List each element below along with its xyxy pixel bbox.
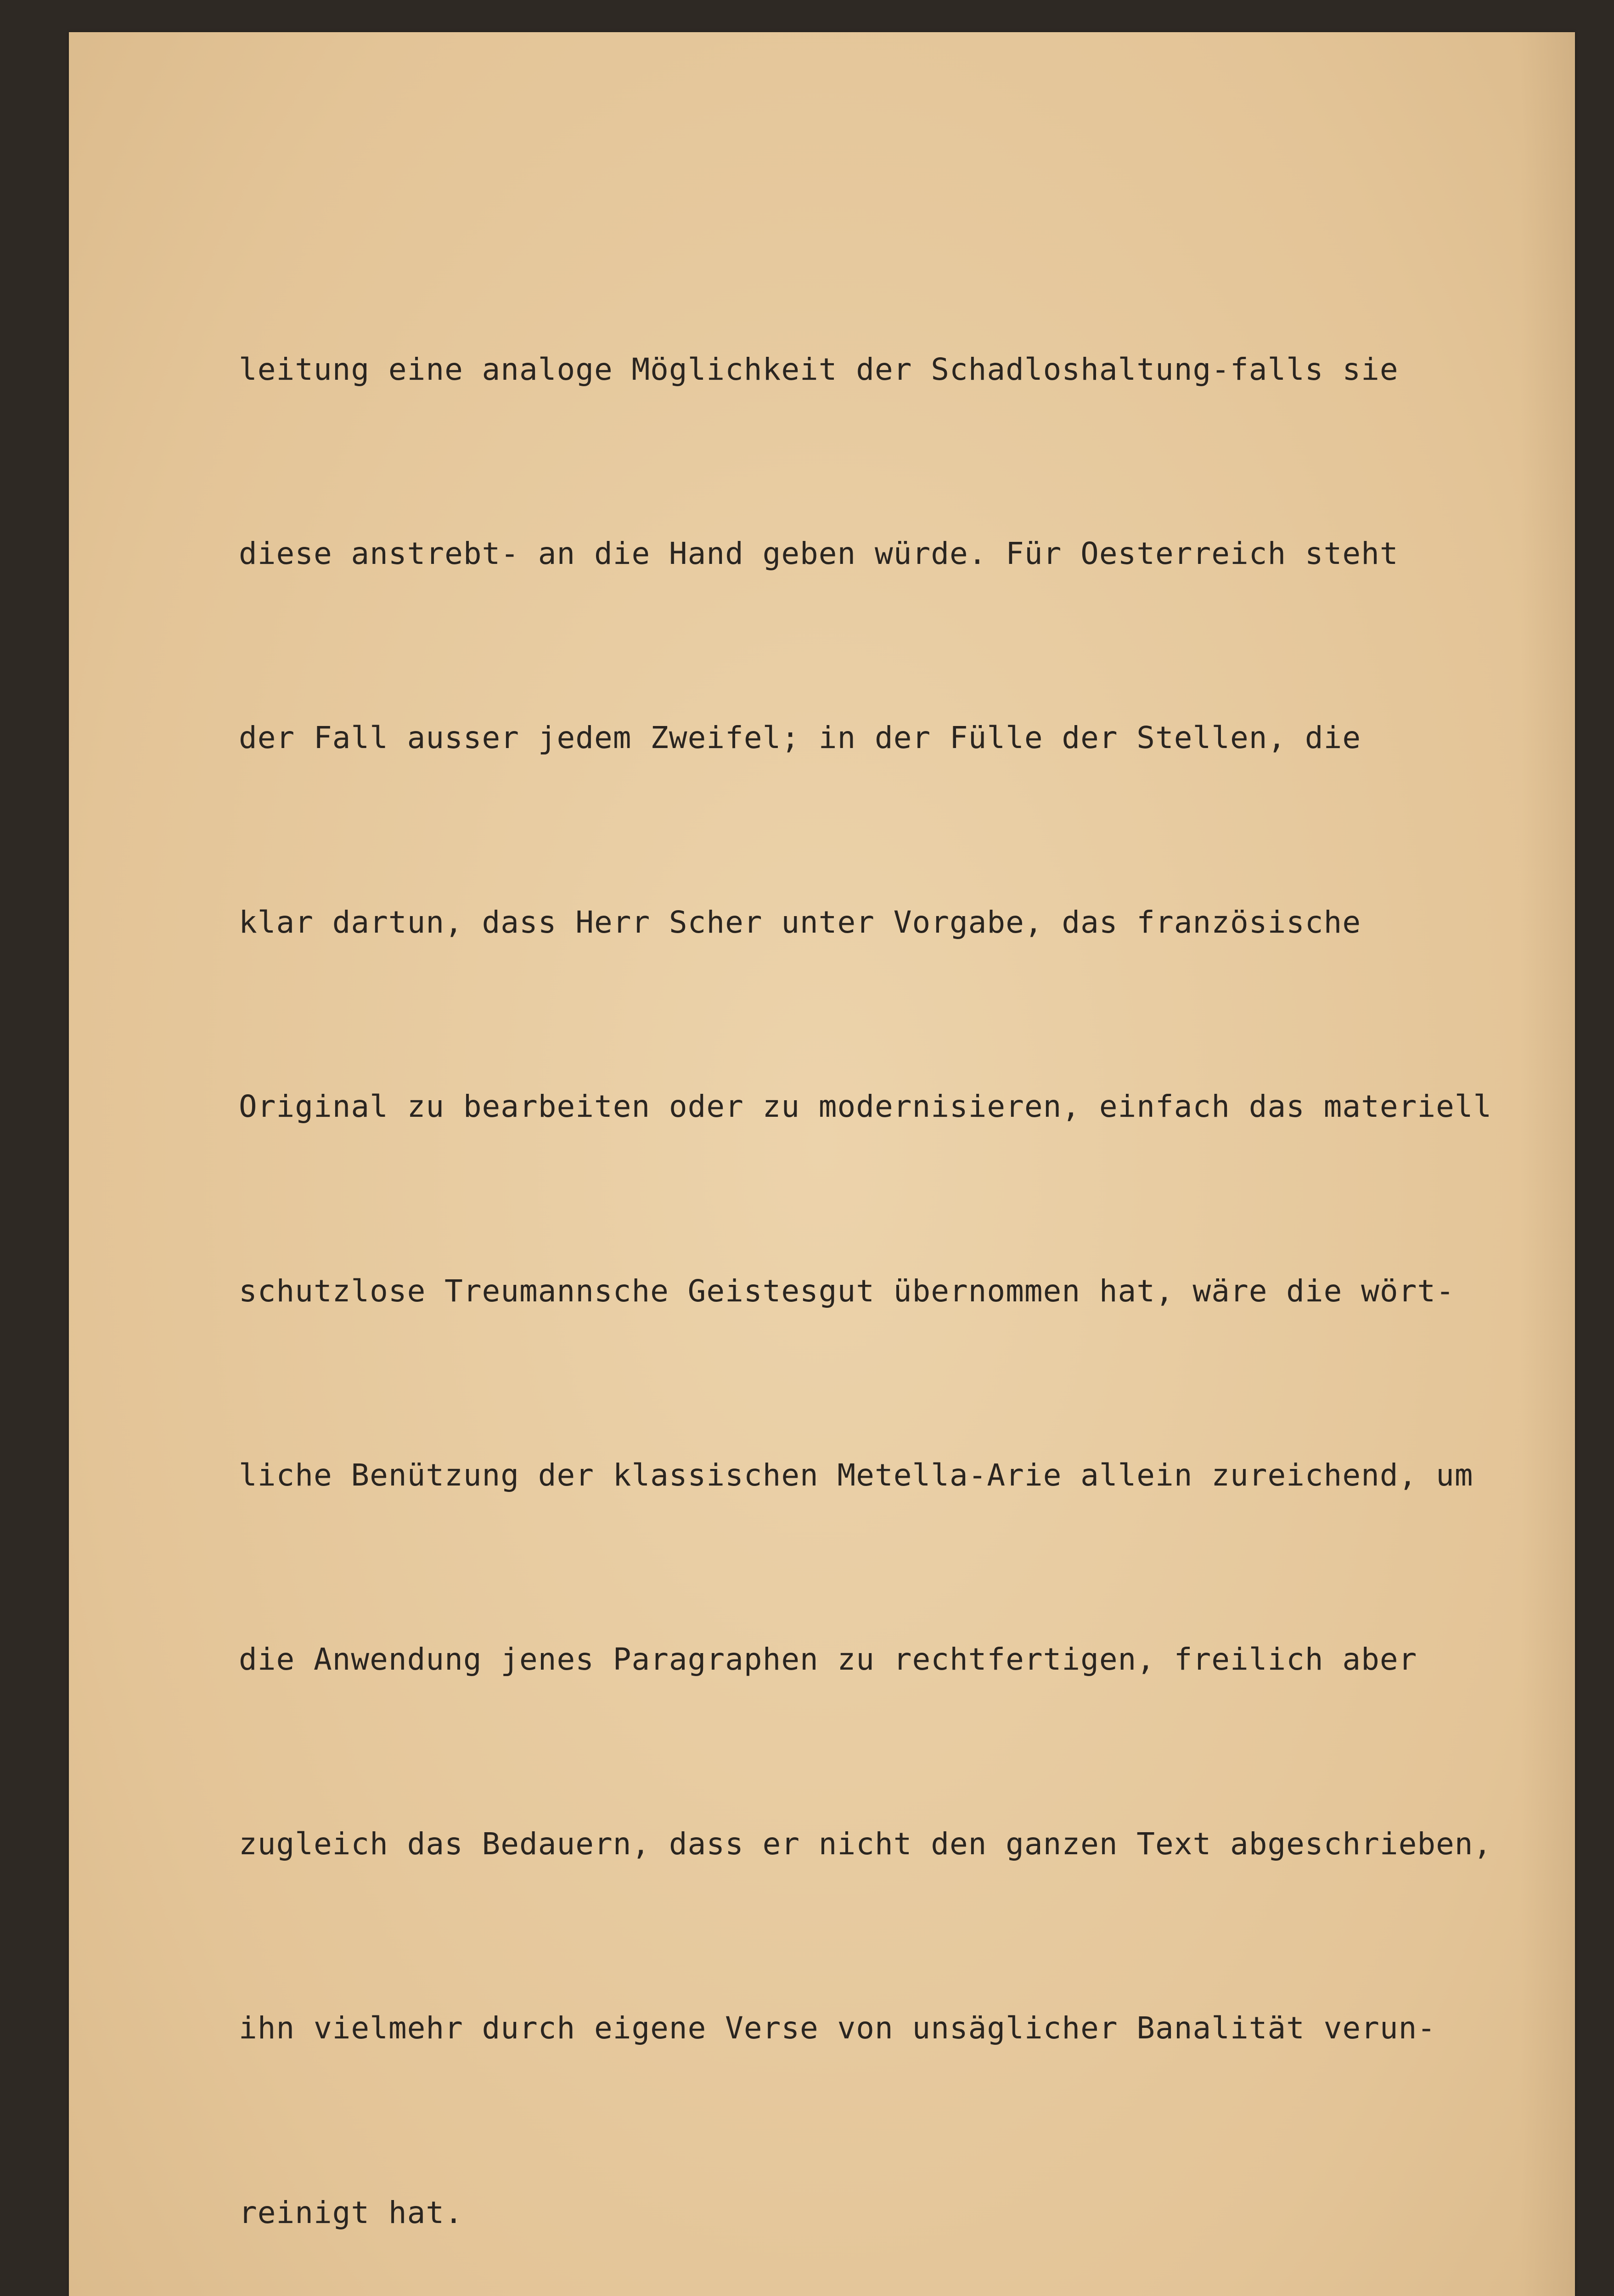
text-line: reinigt hat. bbox=[239, 2195, 463, 2230]
text-line: ihn vielmehr durch eigene Verse von unsäglicher Banalität verun- bbox=[239, 2010, 1436, 2046]
text-line: Original zu bearbeiten oder zu modernisieren, einfach das materiell bbox=[239, 1089, 1492, 1125]
text-line: der Fall ausser jedem Zweifel; in der Fülle der Stellen, die bbox=[239, 720, 1361, 756]
page-body-text bbox=[239, 216, 1580, 2296]
text-line: zugleich das Bedauern, dass er nicht den ganzen Text abgeschrieben, bbox=[239, 1826, 1492, 1862]
text-line: liche Benützung der klassischen Metella-Arie allein zureichend, um bbox=[239, 1457, 1473, 1493]
text-line: leitung eine analoge Möglichkeit der Schadloshaltung-falls sie bbox=[239, 351, 1399, 387]
text-line: schutzlose Treumannsche Geistesgut übernommen hat, wäre die wört- bbox=[239, 1273, 1455, 1309]
text-line: die Anwendung jenes Paragraphen zu rechtfertigen, freilich aber bbox=[239, 1642, 1417, 1677]
text-line: diese anstrebt- an die Hand geben würde. Für Oesterreich steht bbox=[239, 535, 1399, 571]
text-line: klar dartun, dass Herr Scher unter Vorgabe, das französische bbox=[239, 904, 1361, 940]
